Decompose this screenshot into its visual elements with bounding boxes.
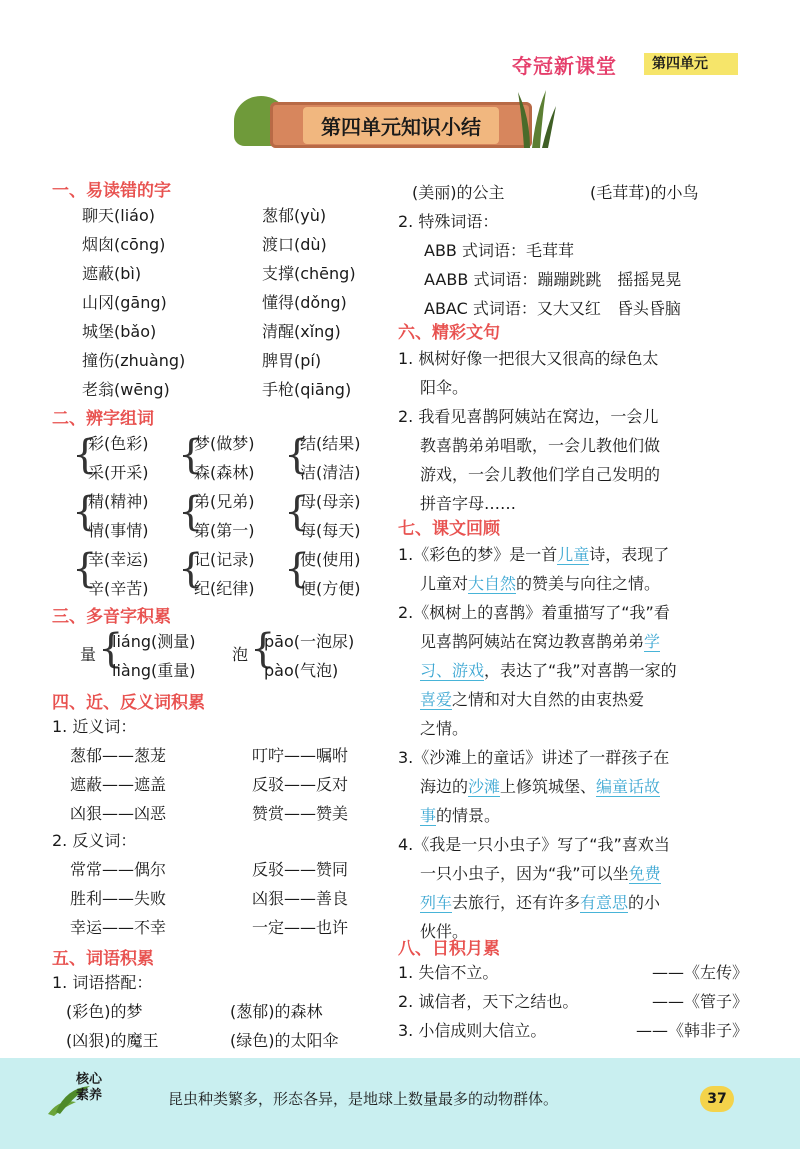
review-line: 儿童对大自然的赞美与向往之情。 [420, 574, 661, 593]
s2-word: 便(方便) [300, 579, 361, 598]
collocation: (凶狠)的魔王 [66, 1031, 159, 1050]
s2-word: 情(事情) [88, 521, 149, 540]
s3-readings-1 [112, 627, 195, 685]
antonym-pair: 幸运——不幸 [70, 918, 167, 937]
collocation: (绿色)的太阳伞 [230, 1031, 339, 1050]
s8-quotes [398, 958, 578, 1045]
sentence-line: 教喜鹊弟弟唱歌，一会儿教他们做 [420, 436, 661, 455]
s5-sub-2: 2. 特殊词语： [398, 212, 499, 231]
s2-word: 结(结果) [300, 434, 361, 453]
s2-word: 洁(清洁) [300, 463, 361, 482]
s1-item: 葱郁(yù) [262, 206, 327, 225]
synonym-pair: 葱郁——葱茏 [70, 746, 167, 765]
synonym-pair: 赞赏——赞美 [252, 804, 349, 823]
s1-item: 老翁(wēng) [82, 380, 170, 399]
section-2-title: 二、辨字组词 [52, 409, 154, 429]
s4-sub-1: 1. 近义词： [52, 717, 137, 736]
review-line: 喜爱之情和对大自然的由衷热爱 [420, 690, 645, 709]
s2-word: 辛(辛苦) [88, 579, 149, 598]
s3-readings-2 [264, 627, 354, 685]
sentence-line: 拼音字母…… [420, 494, 517, 513]
s5-pair-3b: (毛茸茸)的小鸟 [590, 183, 699, 202]
s2-word: 梦(做梦) [194, 434, 255, 453]
s2-word: 纪(纪律) [194, 579, 255, 598]
review-line: 一只小虫子，因为“我”可以坐免费 [420, 864, 661, 883]
s2-word: 母(母亲) [300, 492, 361, 511]
section-3-title: 三、多音字积累 [52, 607, 171, 627]
s2-word: 幸(幸运) [88, 550, 149, 569]
s2-word: 第(第一) [194, 521, 255, 540]
s2-col2 [194, 429, 255, 603]
aabb-words: AABB 式词语：蹦蹦跳跳 摇摇晃晃 [424, 270, 682, 289]
s1-item: 撞伤(zhuàng) [82, 351, 186, 370]
s2-col1 [88, 429, 149, 603]
brace-icon: { [72, 546, 98, 592]
section-5-title: 五、词语积累 [52, 949, 154, 969]
s3-reading: liáng(测量) [112, 632, 196, 651]
collocation: (彩色)的梦 [66, 1002, 143, 1021]
brace-icon: { [98, 626, 124, 672]
answer-blank: 沙滩 [468, 777, 501, 796]
synonym-pair: 反驳——反对 [252, 775, 349, 794]
synonym-pair: 叮咛——嘱咐 [252, 746, 349, 765]
s1-col2 [262, 201, 356, 404]
brace-icon: { [284, 546, 310, 592]
answer-blank: 编童话故 [596, 777, 661, 796]
brace-icon: { [72, 489, 98, 535]
answer-blank: 列车 [420, 893, 453, 912]
brace-icon: { [178, 546, 204, 592]
brand-logo: 夺冠新课堂 [512, 54, 617, 78]
answer-blank: 事 [420, 806, 437, 825]
review-line: 见喜鹊阿姨站在窝边教喜鹊弟弟学 [420, 632, 661, 651]
s2-word: 采(开采) [88, 463, 149, 482]
brace-icon: { [284, 489, 310, 535]
s6-sentences [398, 344, 660, 518]
sentence-line: 1. 枫树好像一把很大又很高的绿色太 [398, 349, 659, 368]
s2-word: 使(使用) [300, 550, 361, 569]
s8-sources [636, 958, 748, 1045]
answer-blank: 学 [644, 632, 661, 651]
brace-icon: { [178, 432, 204, 478]
section-6-title: 六、精彩文句 [398, 323, 500, 343]
answer-blank: 儿童 [557, 545, 590, 564]
antonym-pair: 常常——偶尔 [70, 860, 167, 879]
sentence-line: 游戏，一会儿教他们学自己发明的 [420, 465, 661, 484]
page-title: 第四单元知识小结 [303, 107, 499, 144]
s4-ant-col1 [70, 855, 166, 942]
review-line: 2.《枫树上的喜鹊》着重描写了“我”看 [398, 603, 670, 622]
s1-item: 脾胃(pí) [262, 351, 322, 370]
review-line: 列车去旅行，还有许多有意思的小 [420, 893, 661, 912]
section-8-title: 八、日积月累 [398, 939, 500, 959]
unit-label: 第四单元 [644, 53, 738, 75]
s1-item: 支撑(chēng) [262, 264, 356, 283]
s4-sub-2: 2. 反义词： [52, 831, 137, 850]
review-line: 3.《沙滩上的童话》讲述了一群孩子在 [398, 748, 670, 767]
answer-blank: 习、游戏 [420, 661, 485, 680]
s1-item: 遮蔽(bì) [82, 264, 142, 283]
quote: 1. 失信不立。 [398, 963, 499, 982]
s7-review [398, 540, 677, 946]
synonym-pair: 遮蔽——遮盖 [70, 775, 167, 794]
title-board [270, 102, 532, 148]
s3-char-1: 量 [80, 645, 97, 664]
s1-item: 城堡(bǎo) [82, 322, 157, 341]
s1-item: 聊天(liáo) [82, 206, 155, 225]
antonym-pair: 胜利——失败 [70, 889, 167, 908]
quote-source: ——《管子》 [651, 992, 748, 1011]
s1-item: 渡口(dù) [262, 235, 327, 254]
page-number: 37 [700, 1086, 734, 1112]
s1-item: 手枪(qiāng) [262, 380, 352, 399]
brace-icon: { [284, 432, 310, 478]
section-4-title: 四、近、反义词积累 [52, 693, 205, 713]
s2-word: 森(森林) [194, 463, 255, 482]
section-1-title: 一、易读错的字 [52, 181, 171, 201]
core-label: 核心素养 [76, 1072, 103, 1103]
s2-col3 [300, 429, 361, 603]
antonym-pair: 反驳——赞同 [252, 860, 349, 879]
s3-reading: pào(气泡) [264, 661, 339, 680]
review-line: 海边的沙滩上修筑城堡、编童话故 [420, 777, 661, 796]
s4-syn-col1 [70, 741, 166, 828]
s3-reading: pāo(一泡尿) [264, 632, 355, 651]
s2-word: 弟(兄弟) [194, 492, 255, 511]
answer-blank: 有意思 [580, 893, 629, 912]
abb-words: ABB 式词语：毛茸茸 [424, 241, 574, 260]
s5-col2 [230, 997, 339, 1055]
s4-ant-col2 [252, 855, 348, 942]
review-line: 事的情景。 [420, 806, 501, 825]
synonym-pair: 凶狠——凶恶 [70, 804, 167, 823]
antonym-pair: 凶狠——善良 [252, 889, 349, 908]
footer-fact: 昆虫种类繁多，形态各异，是地球上数量最多的动物群体。 [168, 1090, 559, 1108]
abac-words: ABAC 式词语：又大又红 昏头昏脑 [424, 299, 681, 318]
s3-reading: liàng(重量) [112, 661, 196, 680]
quote: 3. 小信成则大信立。 [398, 1021, 547, 1040]
answer-blank: 喜爱 [420, 690, 453, 709]
section-7-title: 七、课文回顾 [398, 519, 500, 539]
s2-word: 精(精神) [88, 492, 149, 511]
review-line: 伙伴。 [420, 922, 469, 941]
s5-pair-3a: (美丽)的公主 [412, 183, 505, 202]
grass-decoration [516, 88, 556, 148]
answer-blank: 大自然 [468, 574, 517, 593]
s1-item: 山冈(gāng) [82, 293, 167, 312]
review-line: 4.《我是一只小虫子》写了“我”喜欢当 [398, 835, 670, 854]
antonym-pair: 一定——也许 [252, 918, 349, 937]
s1-item: 烟囱(cōng) [82, 235, 166, 254]
brace-icon: { [72, 432, 98, 478]
s4-syn-col2 [252, 741, 348, 828]
s2-word: 彩(色彩) [88, 434, 149, 453]
s2-word: 每(每天) [300, 521, 361, 540]
sentence-line: 阳伞。 [420, 378, 469, 397]
s3-char-2: 泡 [232, 645, 249, 664]
quote-source: ——《韩非子》 [635, 1021, 748, 1040]
review-line: 习、游戏，表达了“我”对喜鹊一家的 [420, 661, 677, 680]
s1-item: 懂得(dǒng) [262, 293, 347, 312]
answer-blank: 免费 [628, 864, 661, 883]
brace-icon: { [178, 489, 204, 535]
brace-icon: { [250, 626, 276, 672]
review-line: 之情。 [420, 719, 469, 738]
quote-source: ——《左传》 [651, 963, 748, 982]
s2-word: 记(记录) [194, 550, 255, 569]
collocation: (葱郁)的森林 [230, 1002, 323, 1021]
s5-col1 [66, 997, 159, 1055]
review-line: 1.《彩色的梦》是一首儿童诗，表现了 [398, 545, 670, 564]
sentence-line: 2. 我看见喜鹊阿姨站在窝边，一会儿 [398, 407, 659, 426]
s1-col1 [82, 201, 185, 404]
s5-sub-1: 1. 词语搭配： [52, 973, 153, 992]
quote: 2. 诚信者，天下之结也。 [398, 992, 579, 1011]
s1-item: 清醒(xǐng) [262, 322, 341, 341]
